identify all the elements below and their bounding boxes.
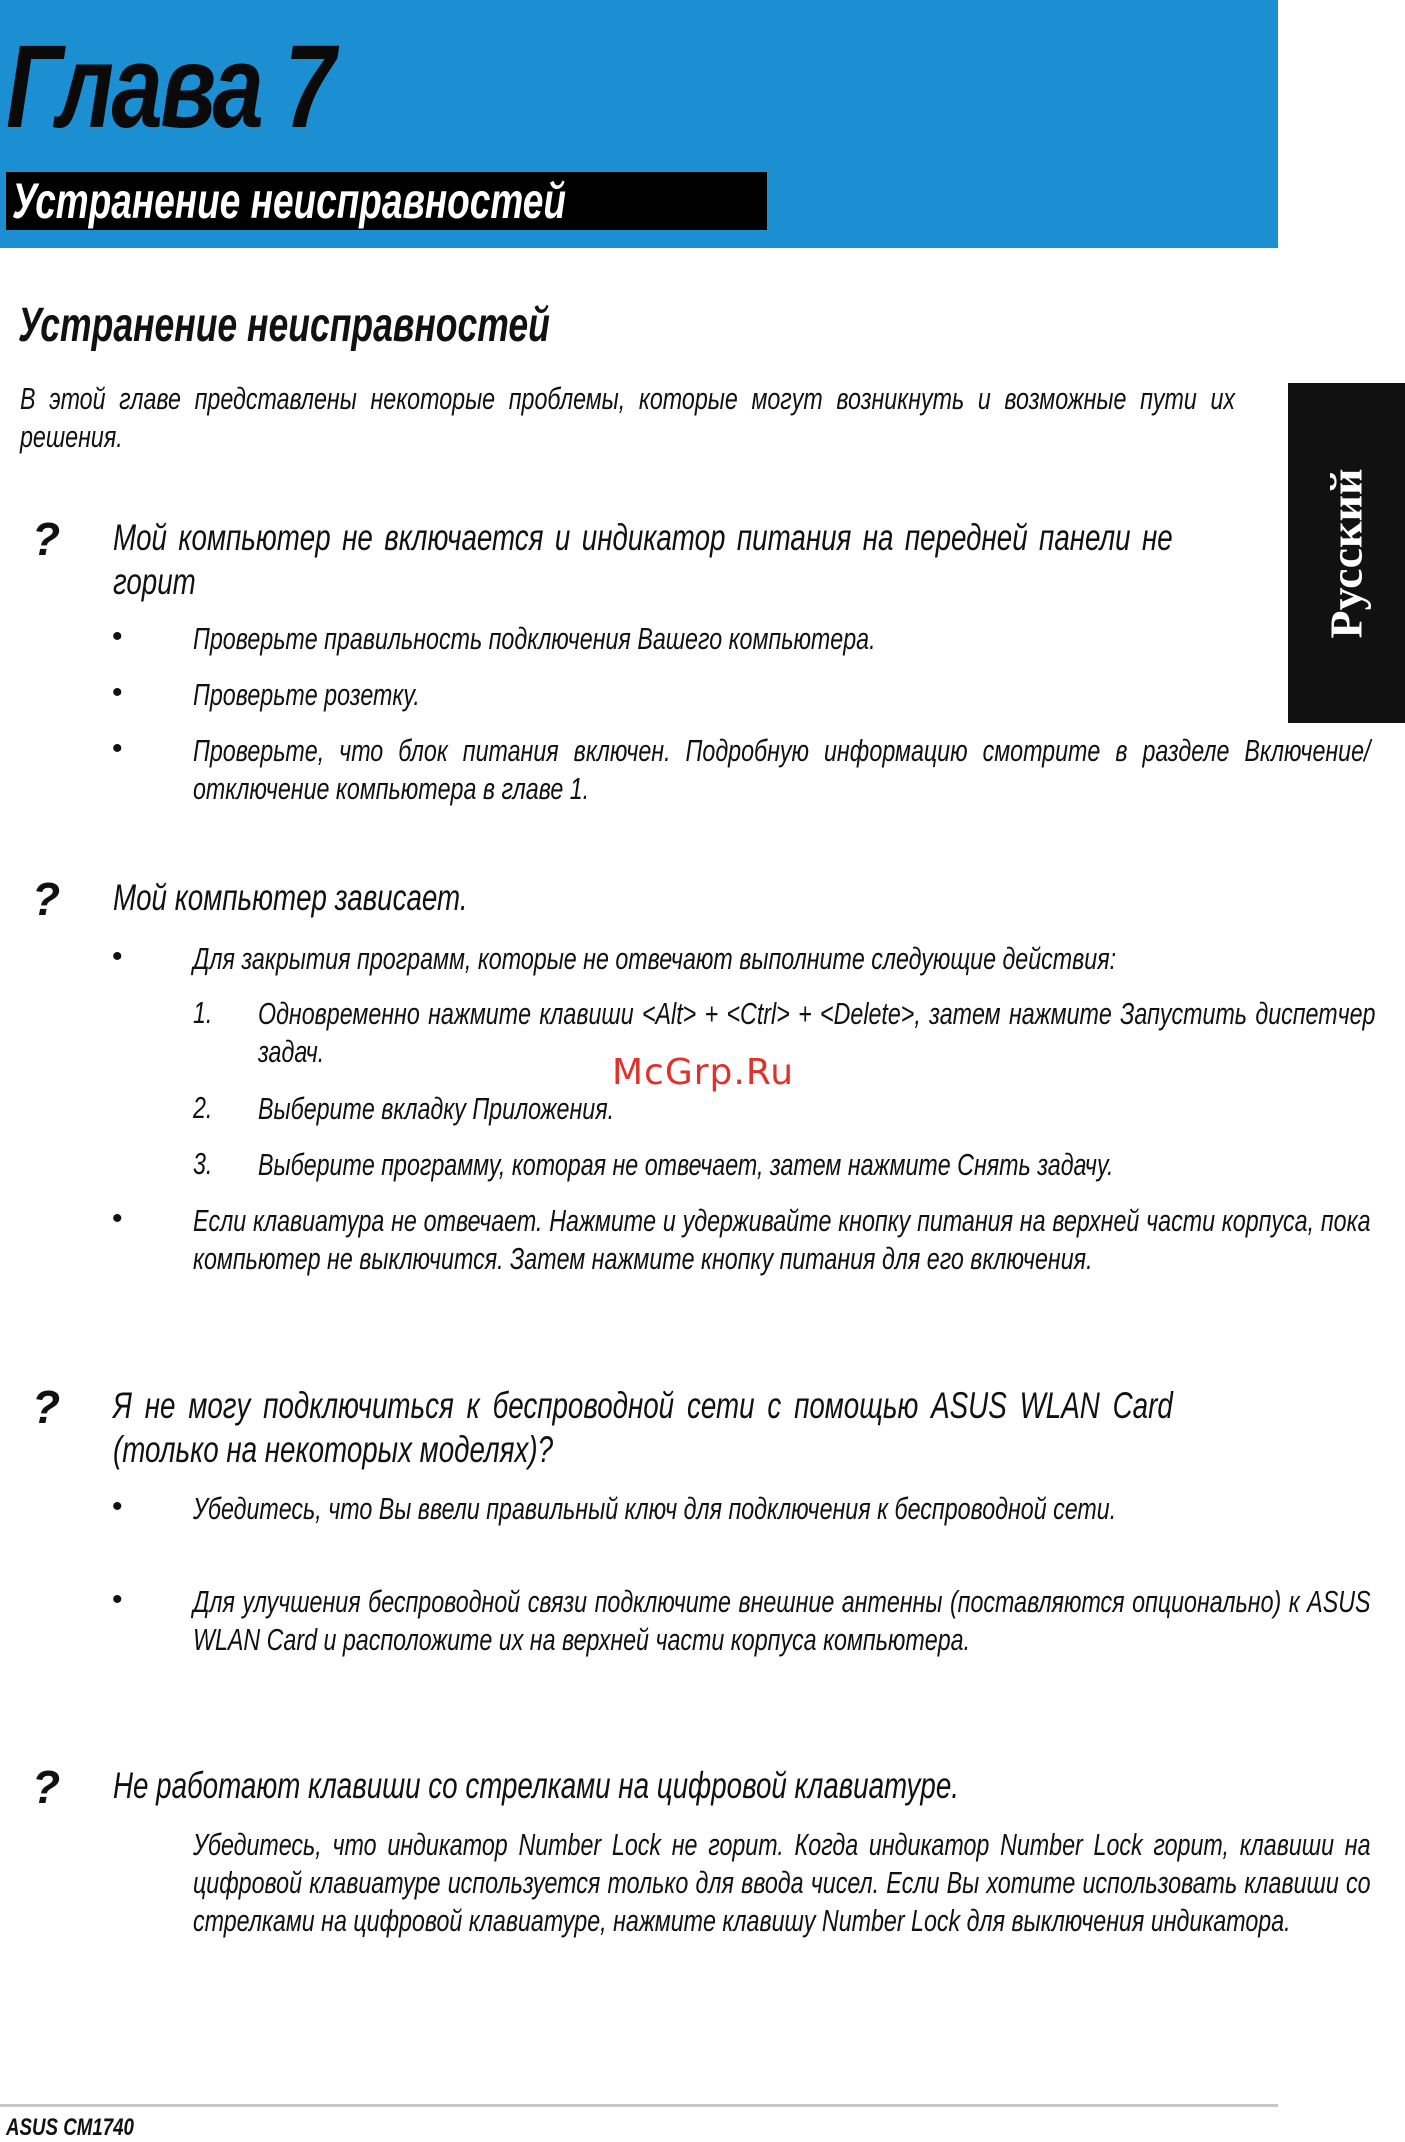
- bullet-icon: •: [112, 1202, 123, 1235]
- question-mark-icon: ?: [32, 873, 61, 925]
- q1-bullet-1: Проверьте правильность подключения Вашего компьютера.: [193, 621, 876, 656]
- question-mark-icon: ?: [32, 1761, 61, 1813]
- section-heading: Устранение неисправностей: [18, 299, 550, 352]
- q3-bullet-2: Для улучшения беспроводной связи подключите внешние антенны (поставляются опционально) к ASUS WLAN Card и расположите их на верхней части корпуса компьютера.: [193, 1584, 1371, 1657]
- q2-step-3: Выберите программу, которая не отвечает, затем нажмите Снять задачу.: [258, 1147, 1114, 1182]
- question-mark-icon: ?: [32, 1381, 61, 1433]
- question-mark-icon: ?: [32, 513, 61, 565]
- chapter-subtitle-text: Устранение неисправностей: [12, 173, 566, 229]
- question-1: [113, 516, 1173, 604]
- question-3: [113, 1384, 1173, 1472]
- bullet-icon: •: [112, 620, 123, 653]
- bullet-icon: •: [112, 1490, 123, 1523]
- q2-step-2: Выберите вкладку Приложения.: [258, 1091, 615, 1126]
- q4-answer: Убедитесь, что индикатор Number Lock не горит. Когда индикатор Number Lock горит, клавиши на цифровой клавиатуре используется только для ввода чисел. Если Вы хотите использовать клавиши со стрелками на цифровой клавиатуре, нажмите клавишу Number Lock для выключения индикатора.: [193, 1827, 1371, 1938]
- step-number: 3.: [193, 1146, 213, 1181]
- watermark-text: McGrp.Ru: [612, 1052, 795, 1093]
- q2-bullet-1: Для закрытия программ, которые не отвечают выполните следующие действия:: [193, 941, 1117, 976]
- question-2: [113, 876, 1173, 920]
- bullet-icon: •: [112, 732, 123, 765]
- question-2-text: Мой компьютер зависает.: [113, 877, 468, 918]
- question-3-text: Я не могу подключиться к беспроводной сети с помощью ASUS WLAN Card (только на некоторых моделях)?: [113, 1385, 1173, 1470]
- bullet-icon: •: [112, 940, 123, 973]
- q1-bullet-3: Проверьте, что блок питания включен. Подробную информацию смотрите в разделе Включение/отключение компьютера в главе 1.: [193, 733, 1371, 806]
- step-number: 2.: [193, 1090, 213, 1125]
- chapter-title: Глава 7: [6, 21, 334, 153]
- bullet-icon: •: [112, 676, 123, 709]
- language-side-tab: [1288, 383, 1405, 723]
- footer-divider: [0, 2104, 1278, 2107]
- q1-bullet-2: Проверьте розетку.: [193, 677, 420, 712]
- q3-bullet-1: Убедитесь, что Вы ввели правильный ключ для подключения к беспроводной сети.: [193, 1491, 1117, 1526]
- step-number: 1.: [193, 995, 213, 1030]
- chapter-subtitle: [6, 172, 767, 230]
- question-4-text: Не работают клавиши со стрелками на цифровой клавиатуре.: [113, 1765, 960, 1806]
- q2-bullet-2: Если клавиатура не отвечает. Нажмите и удерживайте кнопку питания на верхней части корпуса, пока компьютер не выключится. Затем нажмите кнопку питания для его включения.: [193, 1203, 1371, 1276]
- q2-step-1: Одновременно нажмите клавиши <Alt> + <Ctrl> + <Delete>, затем нажмите Запустить диспетчер задач.: [258, 996, 1376, 1069]
- footer-model: ASUS CM1740: [6, 2114, 134, 2141]
- question-4: [113, 1764, 1173, 1808]
- bullet-icon: •: [112, 1583, 123, 1616]
- language-label: Русский: [1321, 467, 1372, 639]
- section-intro: В этой главе представлены некоторые проблемы, которые могут возникнуть и возможные пути их решения.: [20, 381, 1235, 454]
- question-1-text: Мой компьютер не включается и индикатор питания на передней панели не горит: [113, 517, 1173, 602]
